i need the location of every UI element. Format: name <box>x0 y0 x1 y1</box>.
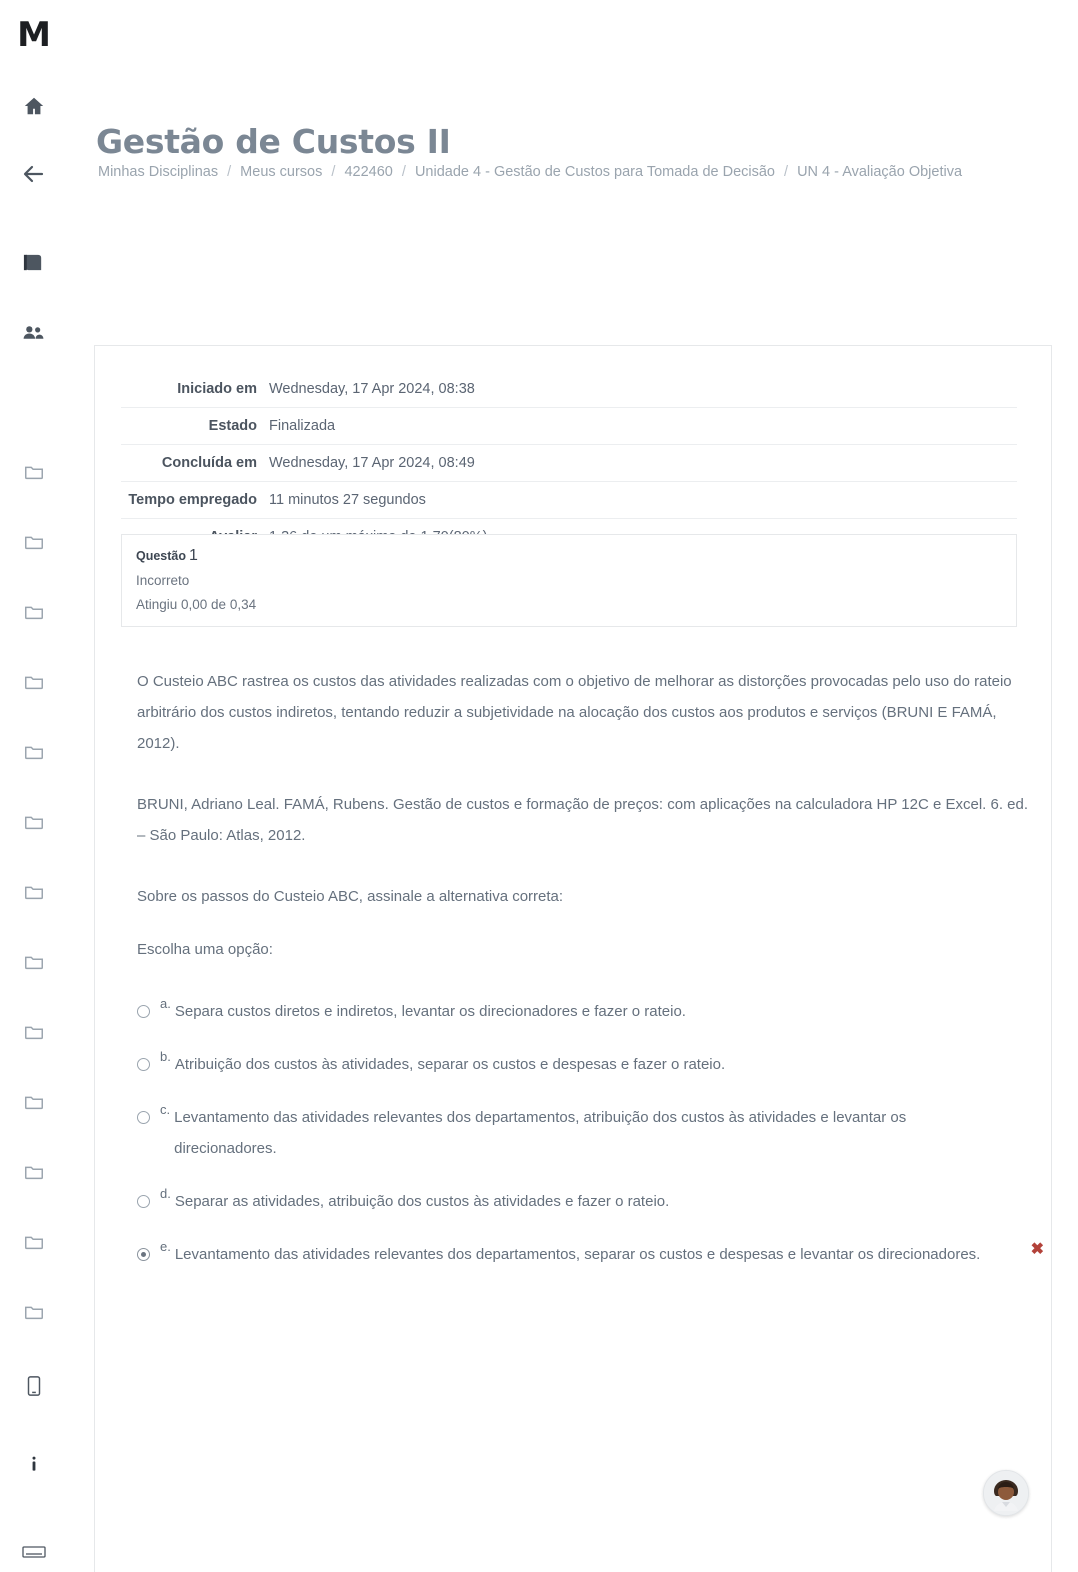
folder-icon[interactable] <box>14 1012 54 1052</box>
question-info-box <box>121 534 1017 627</box>
book-icon[interactable] <box>14 242 54 282</box>
breadcrumb-separator: / <box>331 164 336 180</box>
folder-icon[interactable] <box>14 452 54 492</box>
answer-option-d[interactable] <box>137 1186 1052 1217</box>
table-row <box>121 371 1017 408</box>
breadcrumb-item-1[interactable]: Meus cursos <box>240 164 323 180</box>
info-icon[interactable] <box>14 1444 54 1484</box>
table-row <box>121 445 1017 482</box>
table-row <box>121 482 1017 519</box>
answer-text-d: Separar as atividades, atribuição dos custos às atividades e fazer o rateio. <box>174 1193 670 1210</box>
home-icon[interactable] <box>14 86 54 126</box>
answer-letter-d: d. <box>160 1186 171 1201</box>
answer-options <box>137 996 1052 1292</box>
folder-icon[interactable] <box>14 662 54 702</box>
folder-icon[interactable] <box>14 522 54 562</box>
answer-option-a[interactable] <box>137 996 1052 1027</box>
question-label: Questão <box>136 549 187 563</box>
back-arrow-icon[interactable] <box>14 154 54 194</box>
keyboard-icon[interactable] <box>14 1532 54 1572</box>
answer-letter-b: b. <box>160 1049 171 1064</box>
folder-icon[interactable] <box>14 592 54 632</box>
summary-value-started: Wednesday, 17 Apr 2024, 08:38 <box>269 381 475 397</box>
question-paragraph-3: Sobre os passos do Custeio ABC, assinale a alternativa correta: <box>137 888 564 905</box>
users-icon[interactable] <box>14 312 54 352</box>
answer-letter-a: a. <box>160 996 171 1011</box>
folder-icon[interactable] <box>14 1152 54 1192</box>
radio-button-c[interactable] <box>137 1111 150 1124</box>
question-grade: Atingiu 0,00 de 0,34 <box>136 597 257 612</box>
breadcrumb-separator: / <box>401 164 406 180</box>
page-title: Gestão de Custos II <box>96 122 451 162</box>
answer-option-e[interactable] <box>137 1239 1052 1270</box>
question-number-value: 1 <box>189 547 198 564</box>
answer-letter-c: c. <box>160 1102 171 1117</box>
breadcrumb-separator: / <box>227 164 232 180</box>
breadcrumb-separator: / <box>784 164 789 180</box>
radio-button-e[interactable] <box>137 1248 150 1261</box>
app-logo[interactable]: M <box>17 15 50 55</box>
folder-icon[interactable] <box>14 1082 54 1122</box>
radio-button-a[interactable] <box>137 1005 150 1018</box>
radio-button-b[interactable] <box>137 1058 150 1071</box>
incorrect-icon: ✖ <box>1030 1241 1044 1258</box>
summary-label-completed: Concluída em <box>161 455 257 471</box>
answer-option-b[interactable] <box>137 1049 1052 1080</box>
sidebar <box>0 0 68 1572</box>
answer-text-b: Atribuição dos custos às atividades, separar os custos e despesas e fazer o rateio. <box>174 1056 726 1073</box>
breadcrumb-item-3[interactable]: Unidade 4 - Gestão de Custos para Tomada de Decisão <box>414 164 775 180</box>
folder-icon[interactable] <box>14 802 54 842</box>
radio-button-d[interactable] <box>137 1195 150 1208</box>
table-row <box>121 408 1017 445</box>
summary-value-completed: Wednesday, 17 Apr 2024, 08:49 <box>269 455 475 471</box>
question-paragraph-1: O Custeio ABC rastrea os custos das atividades realizadas com o objetivo de melhorar as distorções provocadas pelo uso do rateio arbitrário dos custos indiretos, tentando reduzir a subjetividade na alocação dos custos aos produtos e serviços (BRUNI E FAMÁ, 2012). <box>137 673 1012 752</box>
folder-icon[interactable] <box>14 732 54 772</box>
summary-label-time: Tempo empregado <box>128 492 257 508</box>
breadcrumb-item-0[interactable]: Minhas Disciplinas <box>98 164 219 180</box>
attempt-summary-table <box>121 371 1017 556</box>
attempt-review-card <box>94 345 1052 1572</box>
answer-option-c[interactable] <box>137 1102 1052 1164</box>
mobile-icon[interactable] <box>14 1366 54 1406</box>
question-number <box>136 547 1002 565</box>
answer-text-e: Levantamento das atividades relevantes dos departamentos, separar os custos e despesas e levantar os direcionadores. <box>174 1246 981 1263</box>
question-state: Incorreto <box>136 573 190 588</box>
question-paragraph-2: BRUNI, Adriano Leal. FAMÁ, Rubens. Gestão de custos e formação de preços: com aplicações na calculadora HP 12C e Excel. 6. ed. – São Paulo: Atlas, 2012. <box>137 796 1029 844</box>
choose-one-label: Escolha uma opção: <box>137 941 273 958</box>
summary-value-state: Finalizada <box>269 418 336 434</box>
folder-icon[interactable] <box>14 942 54 982</box>
folder-icon[interactable] <box>14 1292 54 1332</box>
breadcrumb-item-4[interactable]: UN 4 - Avaliação Objetiva <box>797 164 963 180</box>
avatar[interactable] <box>983 1470 1029 1516</box>
folder-icon[interactable] <box>14 1222 54 1262</box>
summary-label-state: Estado <box>208 418 257 434</box>
folder-icon[interactable] <box>14 872 54 912</box>
main-content <box>68 0 1078 1572</box>
breadcrumb <box>98 160 978 185</box>
answer-text-c: Levantamento das atividades relevantes dos departamentos, atribuição dos custos às atividades e levantar os direcionadores. <box>174 1109 907 1157</box>
summary-value-time: 11 minutos 27 segundos <box>269 492 426 508</box>
breadcrumb-item-2[interactable]: 422460 <box>344 164 393 180</box>
question-text <box>137 666 1037 995</box>
answer-text-a: Separa custos diretos e indiretos, levantar os direcionadores e fazer o rateio. <box>174 1003 686 1020</box>
summary-label-started: Iniciado em <box>177 381 257 397</box>
answer-letter-e: e. <box>160 1239 171 1254</box>
